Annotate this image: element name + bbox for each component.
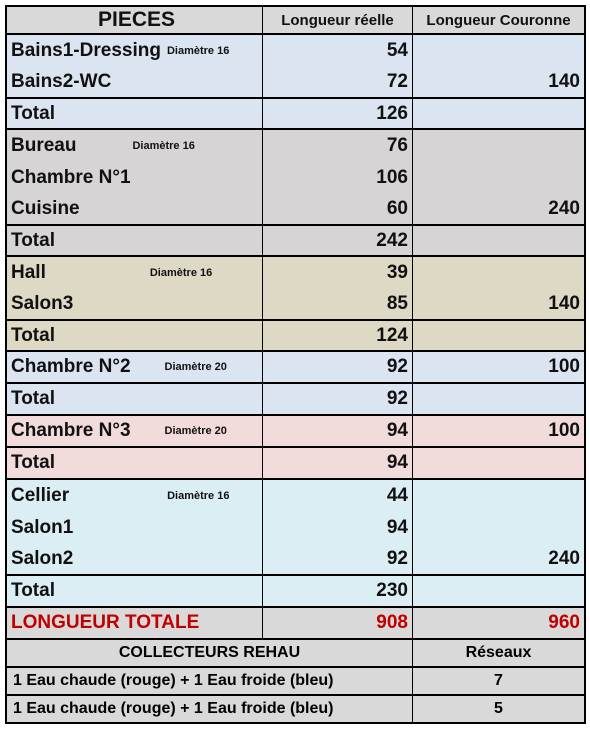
real-length: 106 bbox=[262, 162, 412, 194]
collecteurs-header: COLLECTEURS REHAU bbox=[118, 644, 301, 661]
room-name: Salon3 bbox=[11, 293, 74, 314]
reseaux-count: 7 bbox=[412, 668, 584, 694]
room-name: Cuisine bbox=[11, 198, 80, 219]
crown-length: 100 bbox=[412, 416, 584, 446]
table-row bbox=[5, 130, 586, 162]
diameter-note: Diamètre 16 bbox=[166, 45, 230, 57]
crown-length bbox=[412, 99, 584, 128]
room-name: Bains2-WC bbox=[11, 71, 112, 92]
total-label: Total bbox=[11, 452, 55, 473]
table-row bbox=[5, 480, 586, 512]
diameter-note: Diamètre 16 bbox=[167, 490, 230, 502]
crown-length: 100 bbox=[412, 352, 584, 382]
total-value: 126 bbox=[262, 99, 412, 128]
room-name: Salon1 bbox=[11, 517, 74, 538]
total-label: Total bbox=[11, 324, 55, 346]
total-value: 94 bbox=[262, 448, 412, 478]
table-row bbox=[5, 35, 586, 67]
crown-length bbox=[412, 576, 584, 606]
total-value: 124 bbox=[262, 321, 412, 350]
header-longueur-couronne: Longueur Couronne bbox=[412, 7, 584, 33]
collecteur-row bbox=[5, 696, 586, 724]
total-label: Total bbox=[11, 388, 55, 409]
reseaux-count: 5 bbox=[412, 696, 584, 722]
crown-length: 140 bbox=[412, 289, 584, 319]
grand-total-row bbox=[5, 608, 586, 640]
real-length: 85 bbox=[262, 289, 412, 319]
total-label: Total bbox=[11, 102, 55, 124]
diameter-note: Diamètre 20 bbox=[164, 425, 227, 437]
real-length: 60 bbox=[262, 194, 412, 224]
crown-length bbox=[412, 480, 584, 512]
collecteur-label: 1 Eau chaude (rouge) + 1 Eau froide (bleu) bbox=[13, 700, 334, 717]
diameter-note: Diamètre 16 bbox=[149, 267, 213, 279]
table-row bbox=[5, 257, 586, 289]
total-label: Total bbox=[11, 229, 55, 251]
diameter-note: Diamètre 20 bbox=[164, 361, 227, 373]
total-row bbox=[5, 576, 586, 608]
grand-total-reelle: 908 bbox=[262, 608, 412, 638]
room-name: Bains1-Dressing bbox=[11, 40, 161, 61]
table-row bbox=[5, 352, 586, 384]
room-name: Chambre N°1 bbox=[11, 167, 131, 188]
grand-total-couronne: 960 bbox=[412, 608, 584, 638]
reseaux-header: Réseaux bbox=[412, 640, 584, 666]
crown-length bbox=[412, 35, 584, 67]
table-row bbox=[5, 67, 586, 99]
real-length: 94 bbox=[262, 512, 412, 544]
crown-length bbox=[412, 512, 584, 544]
collecteurs-header-row bbox=[5, 640, 586, 668]
room-name: Cellier bbox=[11, 485, 70, 506]
grand-total-label: LONGUEUR TOTALE bbox=[11, 612, 200, 633]
crown-length: 240 bbox=[412, 544, 584, 574]
total-label: Total bbox=[11, 580, 55, 601]
total-row bbox=[5, 384, 586, 416]
crown-length bbox=[412, 162, 584, 194]
collecteur-label: 1 Eau chaude (rouge) + 1 Eau froide (bleu) bbox=[13, 672, 334, 689]
real-length: 39 bbox=[262, 257, 412, 289]
table-row bbox=[5, 194, 586, 226]
real-length: 92 bbox=[262, 544, 412, 574]
real-length: 94 bbox=[262, 416, 412, 446]
table-row bbox=[5, 162, 586, 194]
rooms-table bbox=[5, 5, 586, 724]
header-pieces: PIECES bbox=[97, 8, 176, 31]
crown-length bbox=[412, 257, 584, 289]
total-row bbox=[5, 448, 586, 480]
room-name: Chambre N°3 bbox=[11, 420, 131, 441]
crown-length bbox=[412, 130, 584, 162]
real-length: 54 bbox=[262, 35, 412, 67]
header-longueur-reelle: Longueur réelle bbox=[262, 7, 412, 33]
total-row bbox=[5, 99, 586, 130]
crown-length: 140 bbox=[412, 67, 584, 97]
crown-length bbox=[412, 226, 584, 255]
room-name: Bureau bbox=[11, 135, 77, 156]
table-row bbox=[5, 512, 586, 544]
real-length: 92 bbox=[262, 352, 412, 382]
total-row bbox=[5, 321, 586, 352]
real-length: 44 bbox=[262, 480, 412, 512]
room-name: Salon2 bbox=[11, 548, 74, 569]
crown-length bbox=[412, 448, 584, 478]
total-value: 242 bbox=[262, 226, 412, 255]
total-value: 230 bbox=[262, 576, 412, 606]
crown-length: 240 bbox=[412, 194, 584, 224]
table-row bbox=[5, 289, 586, 321]
total-row bbox=[5, 226, 586, 257]
header-row bbox=[5, 5, 586, 35]
room-name: Hall bbox=[11, 262, 46, 283]
real-length: 72 bbox=[262, 67, 412, 97]
collecteur-row bbox=[5, 668, 586, 696]
table-row bbox=[5, 544, 586, 576]
diameter-note: Diamètre 16 bbox=[132, 140, 195, 152]
real-length: 76 bbox=[262, 130, 412, 162]
crown-length bbox=[412, 321, 584, 350]
crown-length bbox=[412, 384, 584, 414]
total-value: 92 bbox=[262, 384, 412, 414]
table-row bbox=[5, 416, 586, 448]
room-name: Chambre N°2 bbox=[11, 356, 131, 377]
